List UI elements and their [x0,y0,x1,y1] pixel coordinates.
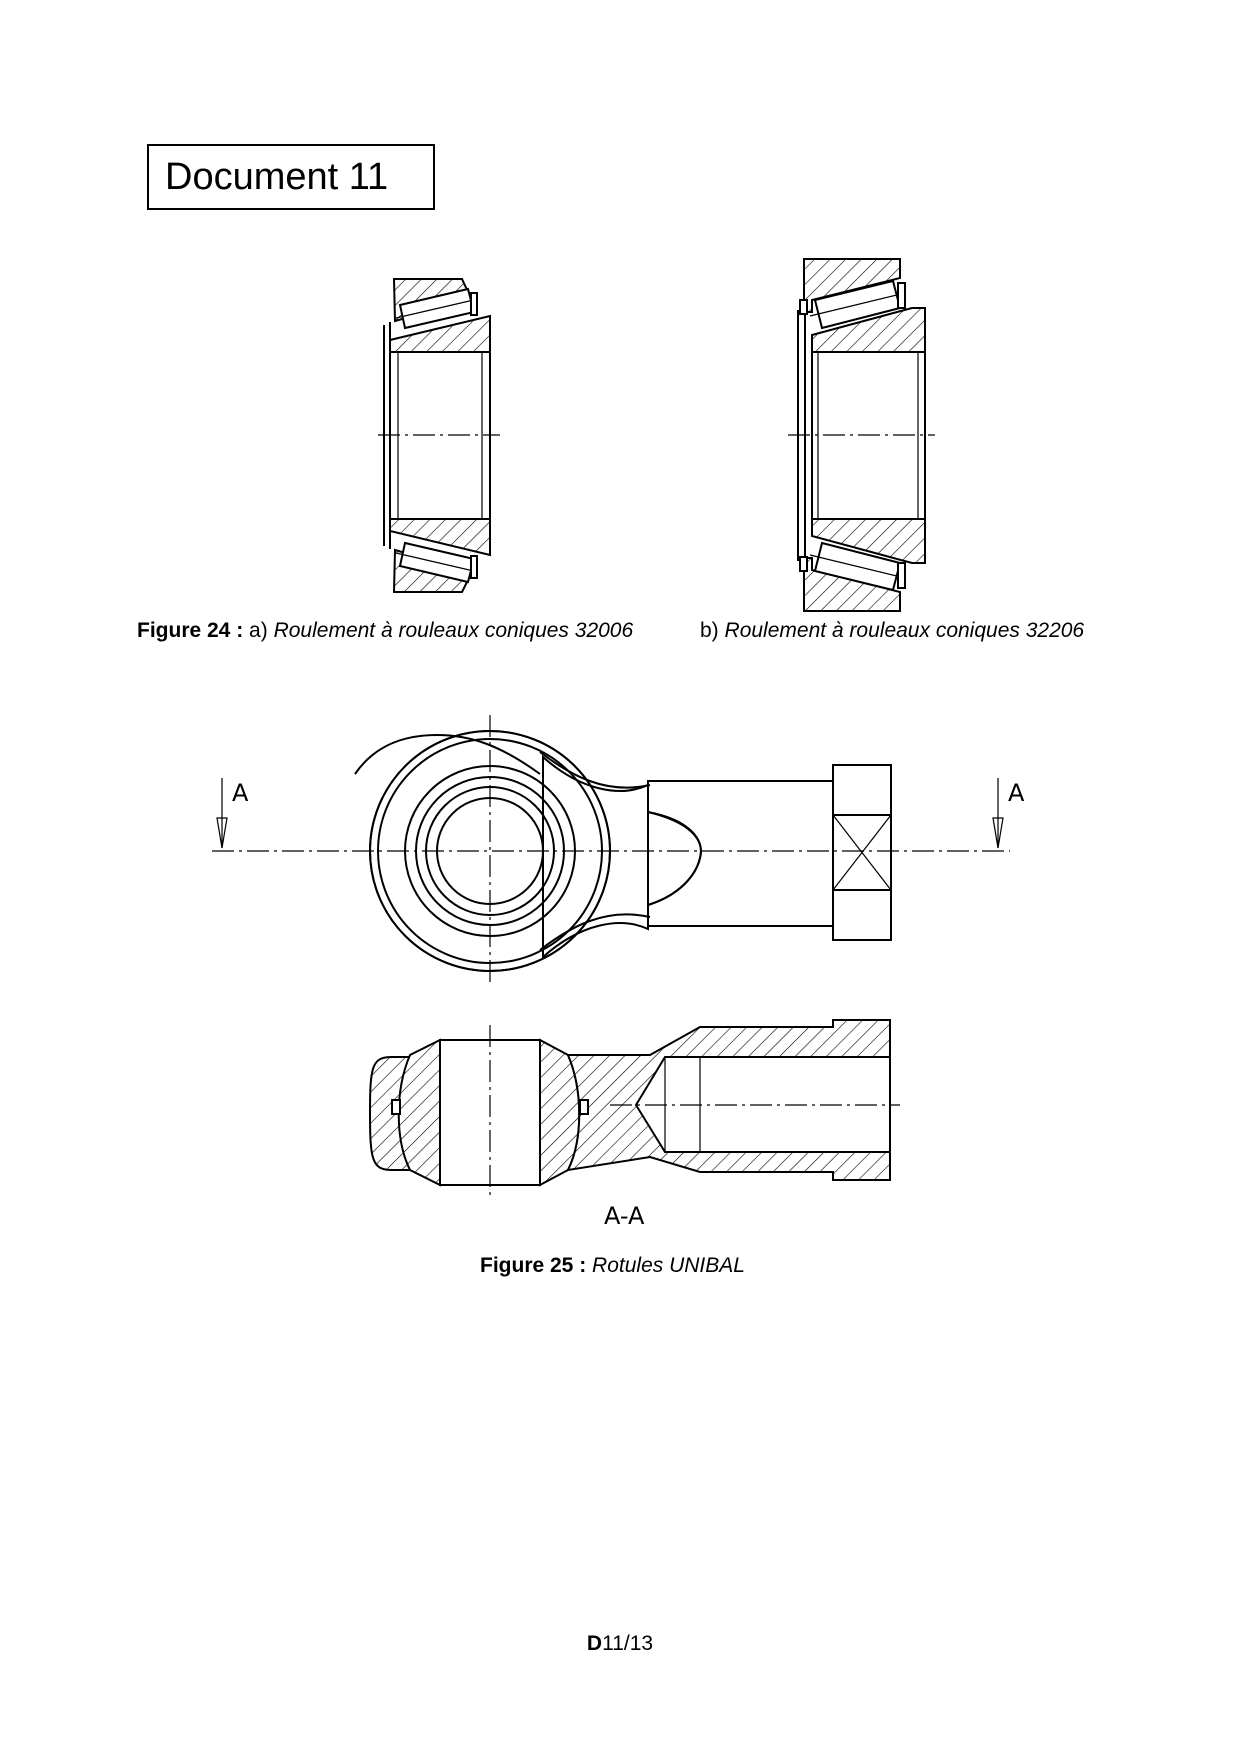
page-number-value: 11/13 [602,1632,654,1655]
bearing-32206-drawing [788,259,935,611]
page-number-prefix: D [586,1632,603,1655]
figure24-caption-b [700,619,1084,643]
figure25-text: Rotules UNIBAL [592,1254,745,1277]
document-title-text: Document 11 [165,156,389,198]
rod-end-top-view [212,715,1025,985]
figure25-caption [480,1254,745,1278]
section-mark-right: A [1008,779,1025,807]
figure25-label: Figure 25 : [480,1254,587,1277]
rod-end-section-view [370,1020,900,1230]
figure24-part-a-text: Roulement à rouleaux coniques 32006 [273,619,634,642]
section-label: A-A [604,1202,645,1230]
bearing-32006-drawing [378,279,500,592]
figure24-part-b-text: Roulement à rouleaux coniques 32206 [724,619,1085,642]
figure24-caption-a [137,619,633,643]
figure24-part-a-prefix: a) [249,619,268,642]
section-mark-left: A [232,779,249,807]
figure24-part-b-prefix: b) [700,619,719,642]
figure24-label: Figure 24 : [137,619,244,642]
page-number [0,1632,1240,1656]
